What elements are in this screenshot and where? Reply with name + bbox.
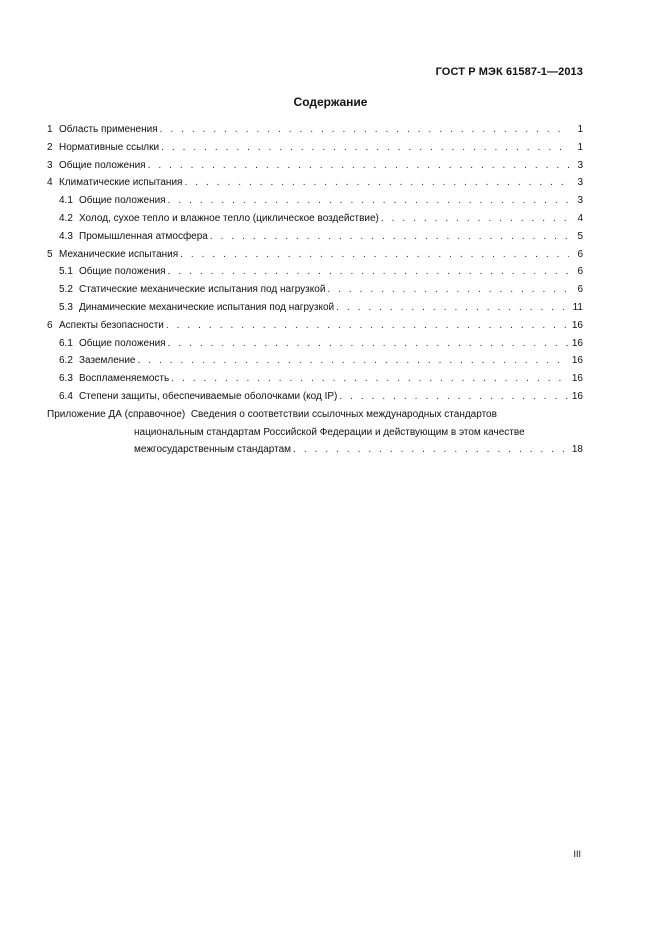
toc-entry-5-1[interactable] <box>47 263 583 281</box>
toc-entry-label: Механические испытания <box>59 248 179 260</box>
toc-entry-label: Общие положения <box>59 159 146 171</box>
toc-entry-page: 16 <box>571 355 583 367</box>
dot-leader <box>339 388 567 406</box>
dot-leader <box>184 174 569 192</box>
toc-entry-page: 11 <box>572 301 583 313</box>
toc-entry-number: 4.3 <box>59 230 73 242</box>
toc-entry-6[interactable] <box>47 317 583 335</box>
toc-entry-label: Статические механические испытания под нагрузкой <box>79 284 326 296</box>
toc-entry-page: 4 <box>577 212 583 224</box>
toc-entry-page: 3 <box>577 195 583 207</box>
dot-leader <box>168 335 568 353</box>
dot-leader <box>137 352 567 370</box>
dot-leader <box>171 370 568 388</box>
dot-leader <box>168 192 569 210</box>
toc-entry-page: 6 <box>577 266 583 278</box>
toc-entry-page: 1 <box>577 124 583 135</box>
toc-entry-number: 5 <box>47 248 53 260</box>
toc-entry-2[interactable] <box>47 139 583 157</box>
toc-entry-6-3[interactable] <box>47 370 583 388</box>
appendix-last-line <box>134 441 583 459</box>
dot-leader <box>293 441 568 459</box>
dot-leader <box>336 299 568 317</box>
toc-entry-number: 4 <box>47 177 53 189</box>
appendix-prefix: Приложение ДА (справочное) <box>47 408 186 420</box>
toc-entry-6-4[interactable] <box>47 388 583 406</box>
toc-entry-number: 5.2 <box>59 284 73 296</box>
toc-entry-4-1[interactable] <box>47 192 583 210</box>
toc-entry-5-3[interactable] <box>47 299 583 317</box>
toc-entry-3[interactable] <box>47 157 583 175</box>
toc-entry-appendix-da[interactable] <box>47 406 583 459</box>
toc-entry-number: 5.1 <box>59 266 73 278</box>
appendix-first-line <box>47 406 583 424</box>
page-number: III <box>573 849 581 859</box>
toc-entry-label: Нормативные ссылки <box>59 141 160 153</box>
toc-entry-page: 16 <box>571 337 583 349</box>
toc-entry-label: Динамические механические испытания под нагрузкой <box>79 301 335 313</box>
toc-entry-5-2[interactable] <box>47 281 583 299</box>
toc-entry-label: Заземление <box>79 355 136 367</box>
document-code: ГОСТ Р МЭК 61587-1—2013 <box>435 66 583 78</box>
toc-entry-number: 5.3 <box>59 301 73 313</box>
toc-entry-page: 1 <box>577 141 583 153</box>
table-of-contents <box>47 121 583 459</box>
toc-entry-page: 6 <box>577 248 583 260</box>
toc-entry-number: 2 <box>47 141 53 153</box>
toc-entry-page: 16 <box>571 319 583 331</box>
toc-entry-number: 6.4 <box>59 390 73 402</box>
dot-leader <box>210 228 569 246</box>
toc-title: Содержание <box>293 95 368 109</box>
toc-entry-label: Степени защиты, обеспечиваемые оболочками (код IP) <box>79 390 338 402</box>
dot-leader <box>180 246 569 264</box>
toc-entry-page: 16 <box>571 373 583 385</box>
toc-entry-label: Общие положения <box>79 266 166 278</box>
toc-entry-page: 6 <box>577 284 583 296</box>
toc-entry-5[interactable] <box>47 246 583 264</box>
appendix-title-line-3: межгосударственным стандартам <box>134 444 292 456</box>
toc-entry-4-3[interactable] <box>47 228 583 246</box>
toc-entry-4-2[interactable] <box>47 210 583 228</box>
toc-entry-4[interactable] <box>47 174 583 192</box>
toc-entry-page: 5 <box>577 230 583 242</box>
toc-entry-label: Аспекты безопасности <box>59 319 164 331</box>
dot-leader <box>327 281 569 299</box>
toc-entry-label: Климатические испытания <box>59 177 183 189</box>
toc-entry-label: Промышленная атмосфера <box>79 230 208 242</box>
toc-entry-1[interactable] <box>47 121 583 139</box>
dot-leader <box>161 139 569 157</box>
toc-entry-label: Область применения <box>59 124 158 135</box>
toc-entry-number: 6.1 <box>59 337 73 349</box>
toc-entry-number: 4.1 <box>59 195 73 207</box>
dot-leader <box>381 210 569 228</box>
toc-entry-page: 3 <box>577 159 583 171</box>
appendix-title-line-2: национальным стандартам Российской Федерации и действующим в этом качестве <box>134 426 525 438</box>
toc-entry-label: Холод, сухое тепло и влажное тепло (циклическое воздействие) <box>79 212 379 224</box>
appendix-title-line-1: Сведения о соответствии ссылочных международных стандартов <box>190 408 497 420</box>
toc-entry-page: 18 <box>571 444 583 456</box>
toc-entry-label: Воспламеняемость <box>79 373 170 385</box>
toc-entry-6-1[interactable] <box>47 335 583 353</box>
toc-entry-number: 3 <box>47 159 53 171</box>
dot-leader <box>160 121 569 139</box>
toc-entry-number: 6.2 <box>59 355 73 367</box>
toc-entry-label: Общие положения <box>79 337 166 349</box>
appendix-continuation <box>47 424 583 460</box>
toc-entry-number: 6.3 <box>59 373 73 385</box>
toc-entry-page: 3 <box>577 177 583 189</box>
toc-entry-label: Общие положения <box>79 195 166 207</box>
toc-entry-6-2[interactable] <box>47 352 583 370</box>
toc-entry-number: 4.2 <box>59 212 73 224</box>
dot-leader <box>148 157 569 175</box>
toc-entry-number: 1 <box>47 124 53 135</box>
dot-leader <box>168 263 569 281</box>
dot-leader <box>166 317 568 335</box>
toc-entry-page: 16 <box>571 390 583 402</box>
toc-entry-number: 6 <box>47 319 53 331</box>
